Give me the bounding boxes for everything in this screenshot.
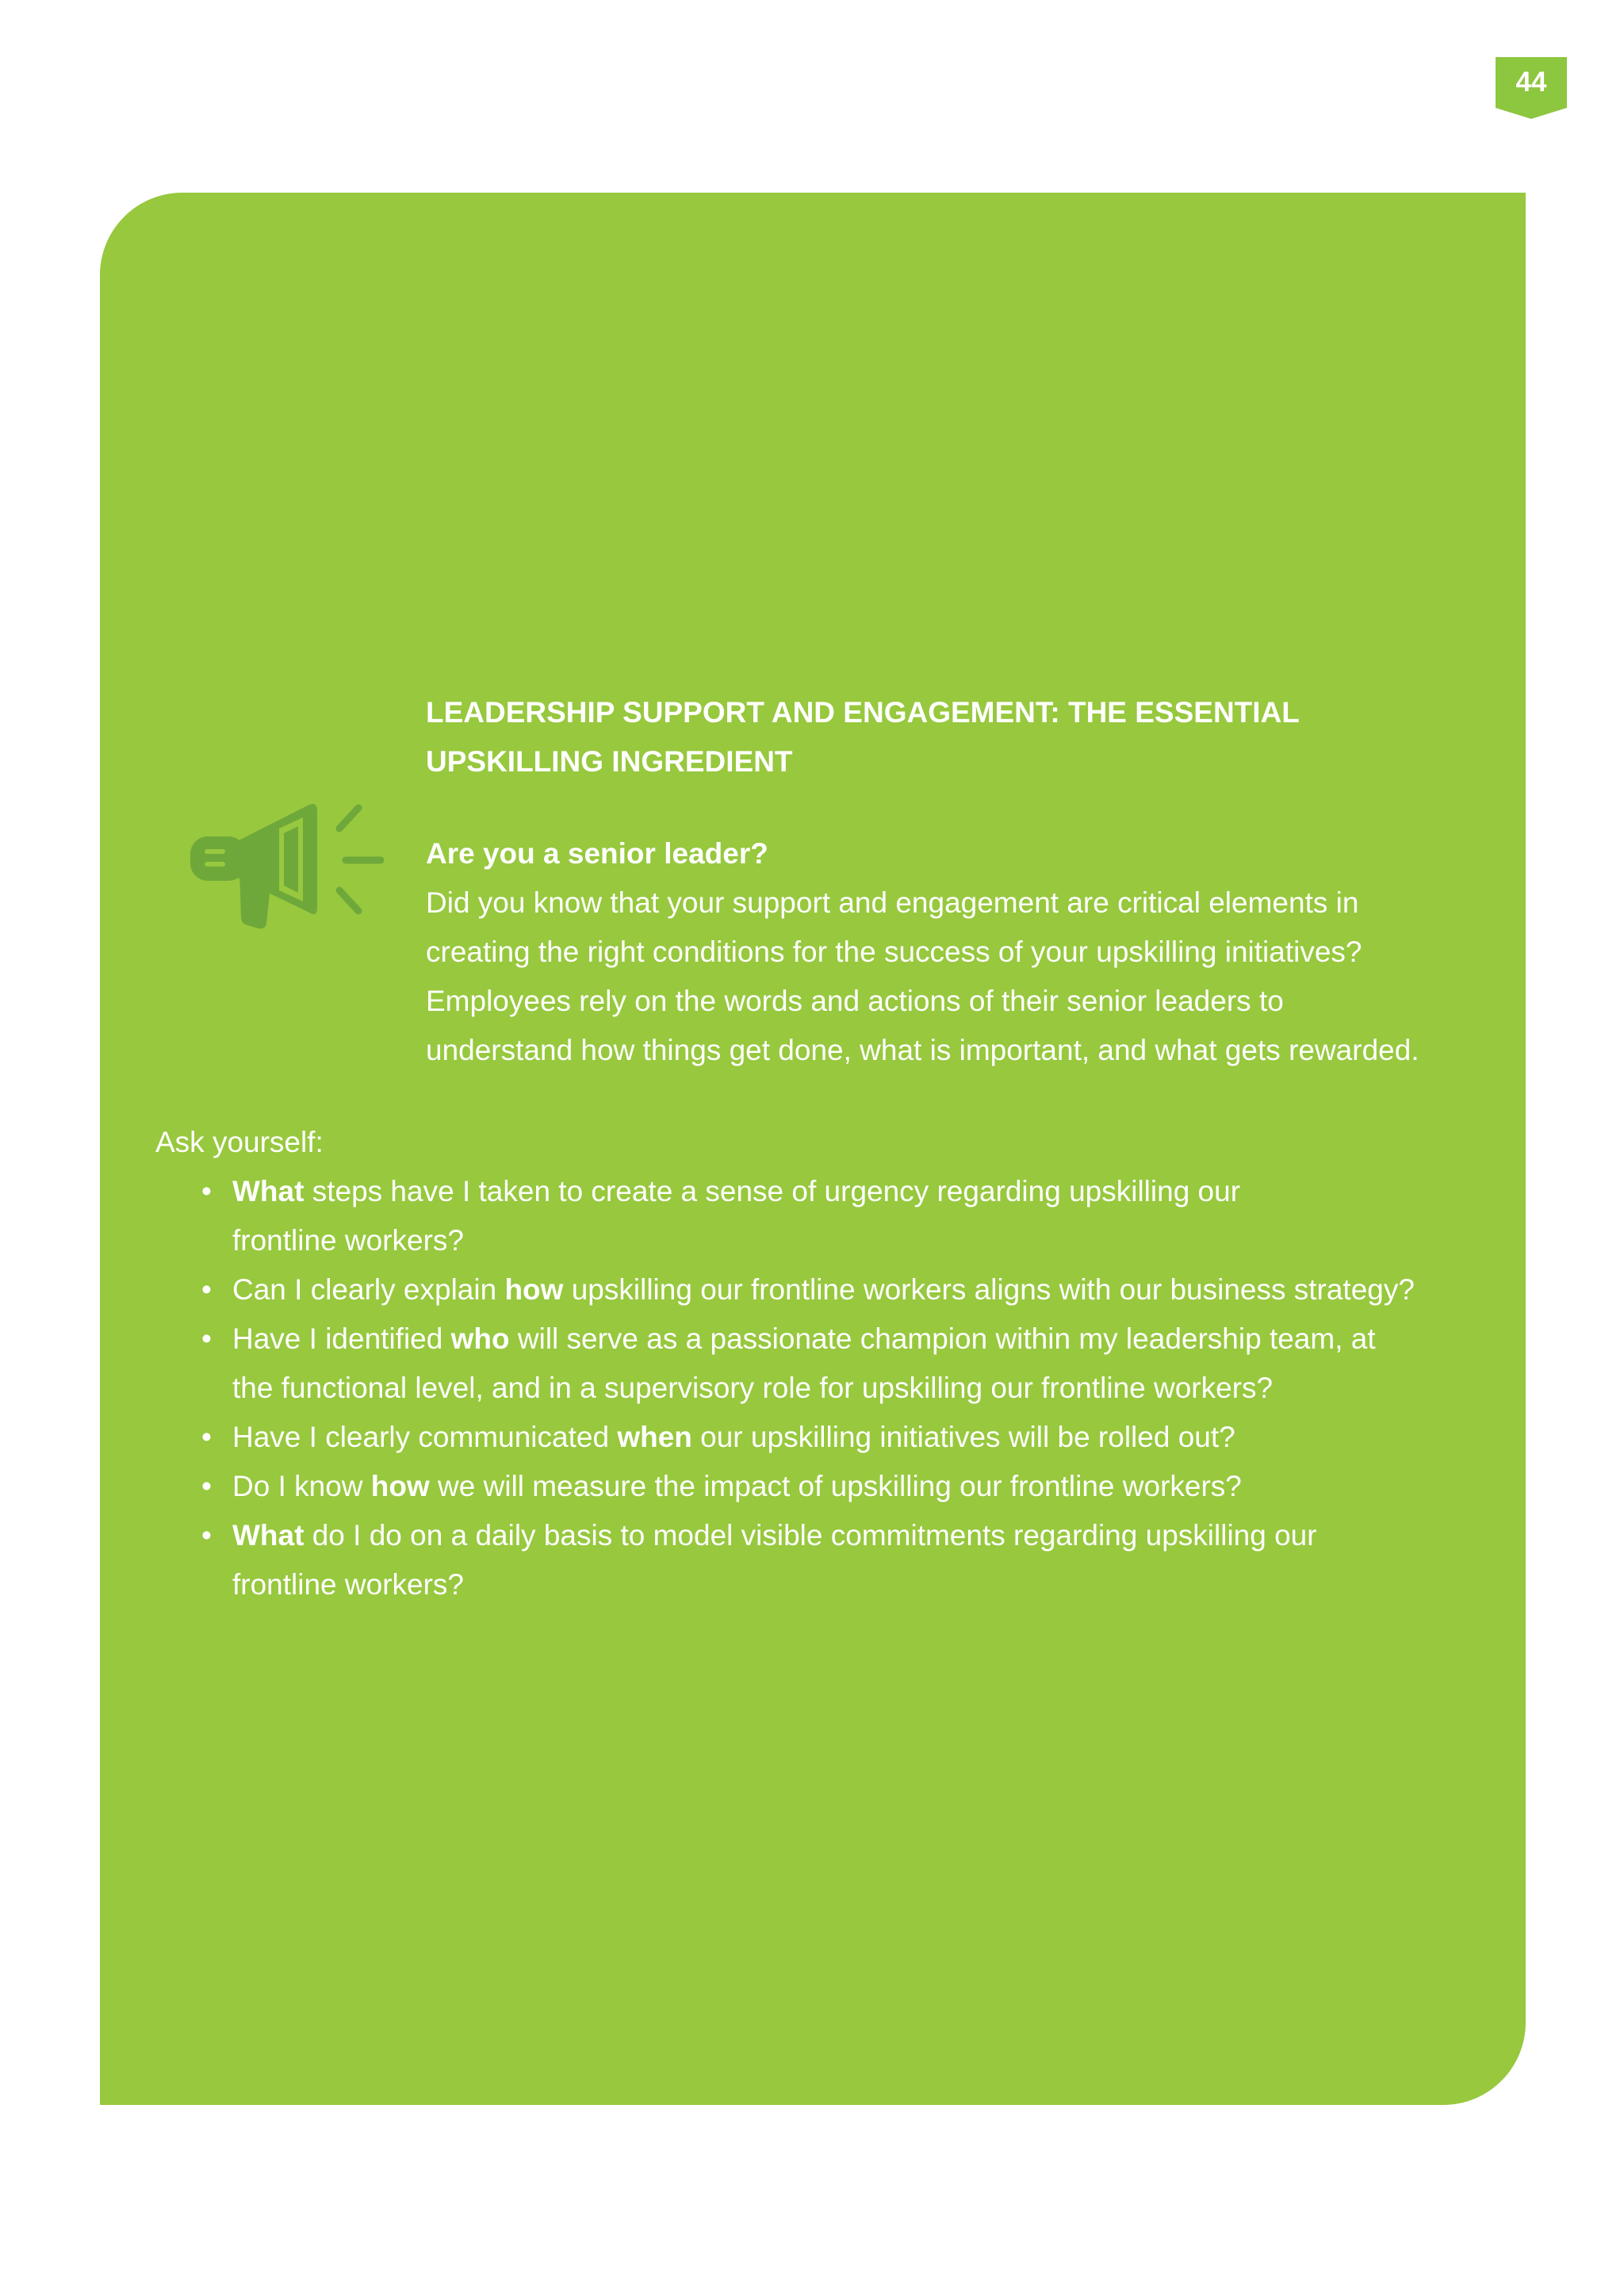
bullet-icon: • (201, 1519, 212, 1552)
page-number-badge (1496, 57, 1567, 121)
question-text: frontline workers? (232, 1224, 465, 1257)
bullet-icon: • (201, 1470, 212, 1502)
question-item (190, 1462, 1570, 1511)
question-line (232, 1265, 1570, 1314)
question-text: the functional level, and in a supervisory role for upskilling our frontline workers? (232, 1372, 1274, 1404)
question-keyword: how (504, 1273, 564, 1306)
question-line (232, 1364, 1570, 1413)
bullet-icon: • (201, 1175, 212, 1207)
senior-leader-question: Are you a senior leader? (426, 837, 768, 870)
question-keyword: What (232, 1519, 304, 1552)
question-text: our upskilling initiatives will be rolled out? (691, 1421, 1235, 1453)
question-text: will serve as a passionate champion within my leadership team, at (509, 1322, 1376, 1355)
question-item (190, 1413, 1570, 1462)
ask-yourself-label: Ask yourself: (155, 1126, 324, 1158)
bullet-icon: • (201, 1273, 212, 1306)
question-keyword: who (450, 1322, 510, 1355)
question-text: Can I clearly explain (232, 1273, 505, 1306)
question-item (190, 1167, 1570, 1265)
intro-line: understand how things get done, what is important, and what gets rewarded. (426, 1034, 1419, 1066)
bullet-icon: • (201, 1421, 212, 1453)
intro-paragraph (426, 878, 1552, 1075)
question-line (232, 1511, 1570, 1560)
question-line (232, 1462, 1570, 1511)
question-text: Have I identified (232, 1322, 451, 1355)
megaphone-icon (190, 797, 389, 932)
question-keyword: when (617, 1421, 692, 1453)
question-line (232, 1560, 1570, 1609)
intro-line: Employees rely on the words and actions of their senior leaders to (426, 985, 1284, 1017)
question-text: frontline workers? (232, 1568, 465, 1601)
question-line (232, 1413, 1570, 1462)
question-line (232, 1216, 1570, 1265)
intro-line: creating the right conditions for the success of your upskilling initiatives? (426, 936, 1362, 968)
section-title-line: LEADERSHIP SUPPORT AND ENGAGEMENT: THE ESSENTIAL (426, 696, 1300, 729)
question-keyword: What (232, 1175, 304, 1207)
section-title-line: UPSKILLING INGREDIENT (426, 745, 793, 778)
intro-line: Did you know that your support and engagement are critical elements in (426, 886, 1359, 919)
section-title (426, 688, 1552, 786)
question-item (190, 1265, 1570, 1314)
question-item (190, 1511, 1570, 1609)
question-text: upskilling our frontline workers aligns with our business strategy? (563, 1273, 1415, 1306)
question-text: steps have I taken to create a sense of urgency regarding upskilling our (304, 1175, 1241, 1207)
question-text: Do I know (232, 1470, 371, 1502)
bullet-icon: • (201, 1322, 212, 1355)
question-text: Have I clearly communicated (232, 1421, 618, 1453)
question-text: we will measure the impact of upskilling our frontline workers? (429, 1470, 1242, 1502)
question-line (232, 1167, 1570, 1216)
question-item (190, 1314, 1570, 1413)
question-line (232, 1314, 1570, 1364)
question-list (190, 1167, 1570, 1609)
question-text: do I do on a daily basis to model visible commitments regarding upskilling our (304, 1519, 1317, 1552)
page-number: 44 (1515, 67, 1547, 98)
question-keyword: how (370, 1470, 430, 1502)
